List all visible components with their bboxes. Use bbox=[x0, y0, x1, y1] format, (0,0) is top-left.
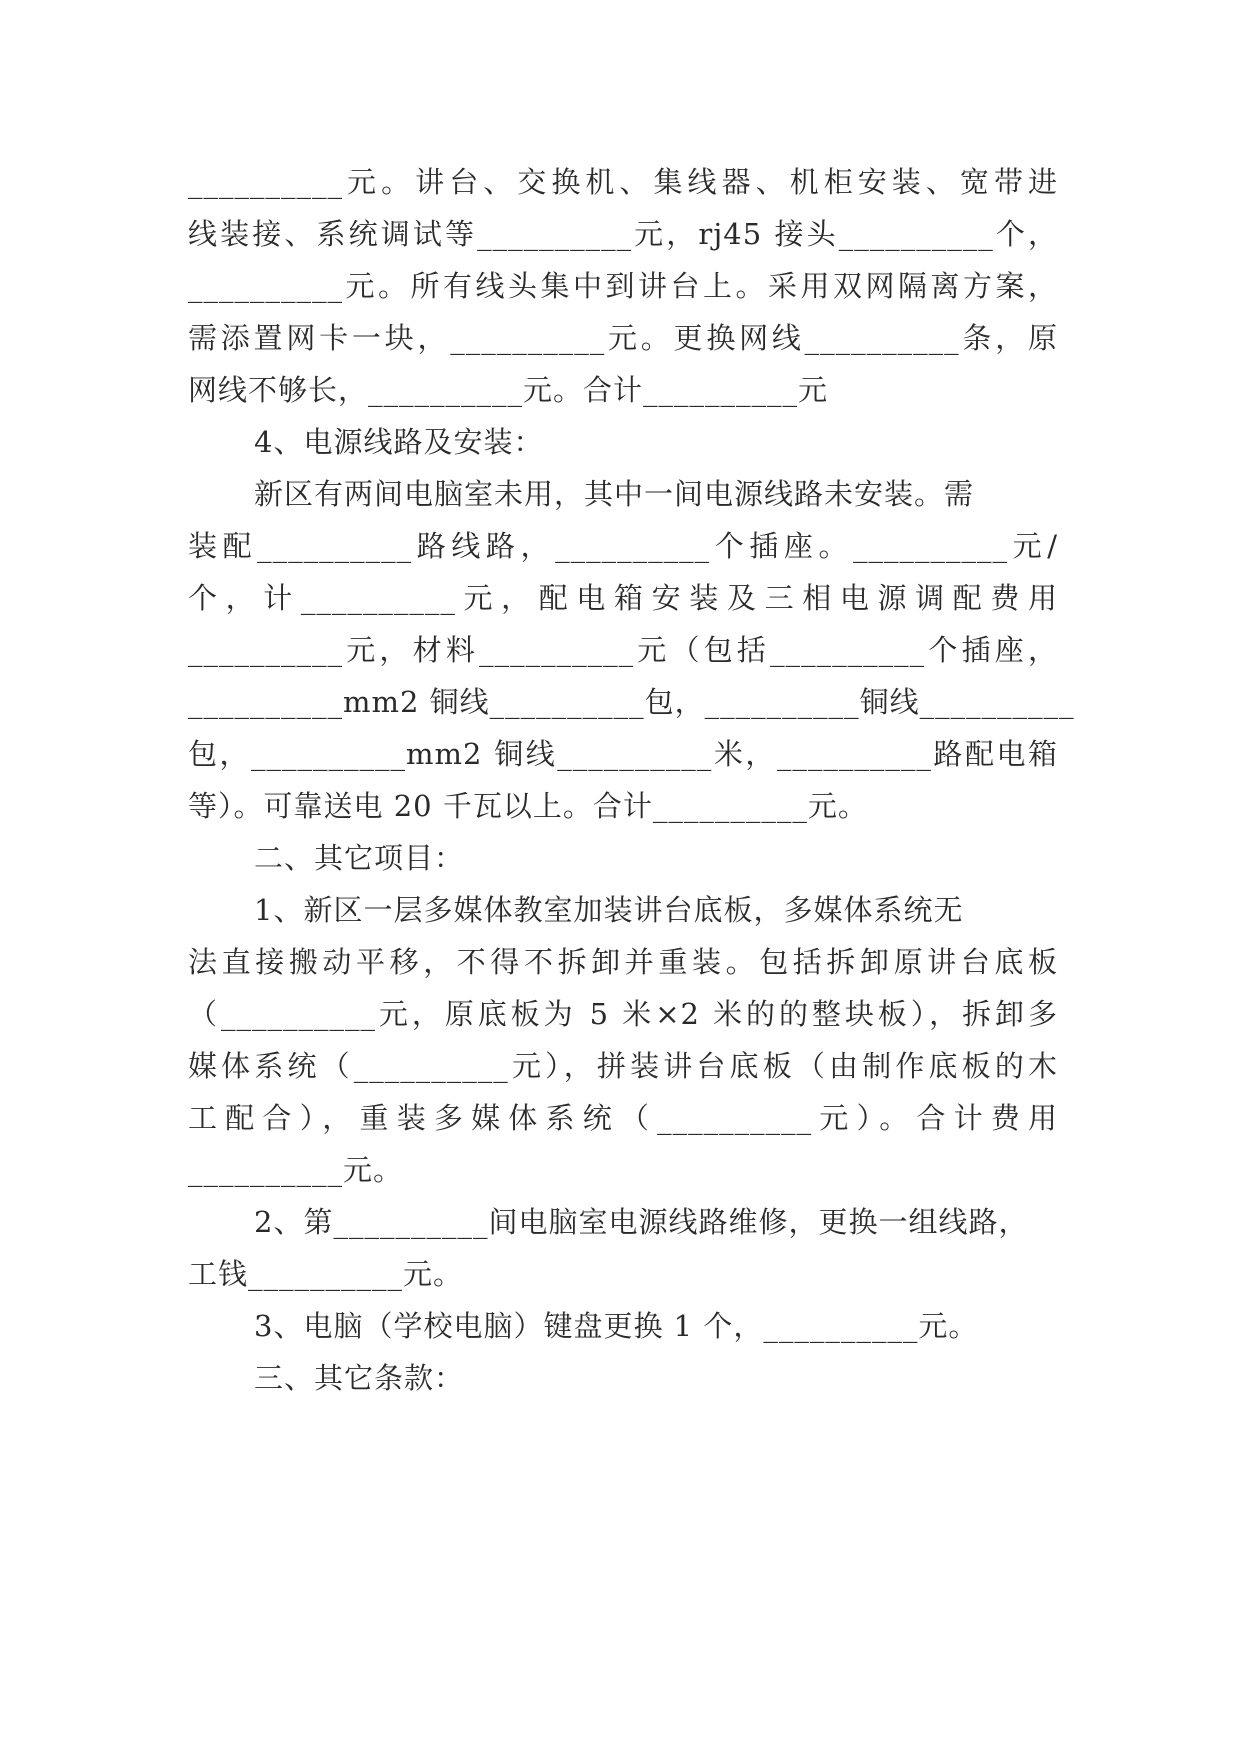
paragraph-line: 新区有两间电脑室未用，其中一间电源线路未安装。需 bbox=[254, 477, 975, 511]
paragraph-line: 线装接、系统调试等__________元，rj45 接头__________个， bbox=[188, 217, 1058, 251]
paragraph-line: 等）。可靠送电 20 千瓦以上。合计__________元。 bbox=[188, 789, 868, 823]
paragraph-line: 法直接搬动平移，不得不拆卸并重装。包括拆卸原讲台底板 bbox=[188, 945, 1058, 979]
section-heading: 三、其它条款： bbox=[254, 1361, 465, 1395]
paragraph-line: __________元。 bbox=[188, 1153, 404, 1187]
section-heading: 二、其它项目： bbox=[254, 841, 465, 875]
section-heading: 4、电源线路及安装： bbox=[254, 425, 544, 459]
paragraph-line: 媒体系统（__________元），拼装讲台底板（由制作底板的木 bbox=[188, 1049, 1058, 1083]
paragraph-line: 工配合），重装多媒体系统（__________元）。合计费用 bbox=[188, 1101, 1058, 1135]
paragraph-line: 网线不够长，__________元。合计__________元 bbox=[188, 373, 829, 407]
paragraph-line: 个，计__________元，配电箱安装及三相电源调配费用 bbox=[188, 581, 1058, 615]
paragraph-line: 3、电脑（学校电脑）键盘更换 1 个，__________元。 bbox=[254, 1309, 979, 1343]
paragraph-line: 工钱__________元。 bbox=[188, 1257, 464, 1291]
paragraph-line: __________元，材料__________元（包括__________个插座， bbox=[188, 633, 1058, 667]
paragraph-line: __________元。讲台、交换机、集线器、机柜安装、宽带进 bbox=[188, 165, 1058, 199]
paragraph-line: 2、第__________间电脑室电源线路维修，更换一组线路， bbox=[254, 1205, 1029, 1239]
paragraph-line: 包，__________mm2 铜线__________米，__________路配电箱 bbox=[188, 737, 1058, 771]
paragraph-line: 需添置网卡一块，__________元。更换网线__________条，原 bbox=[188, 321, 1058, 355]
paragraph-line: 装配__________路线路，__________个插座。__________元/ bbox=[188, 529, 1058, 563]
paragraph-line: （__________元，原底板为 5 米×2 米的的整块板），拆卸多 bbox=[188, 997, 1058, 1031]
paragraph-line: __________元。所有线头集中到讲台上。采用双网隔离方案， bbox=[188, 269, 1058, 303]
paragraph-line: 1、新区一层多媒体教室加装讲台底板，多媒体系统无 bbox=[254, 893, 964, 927]
paragraph-line: __________mm2 铜线__________包，__________铜线__________ bbox=[188, 685, 1075, 719]
